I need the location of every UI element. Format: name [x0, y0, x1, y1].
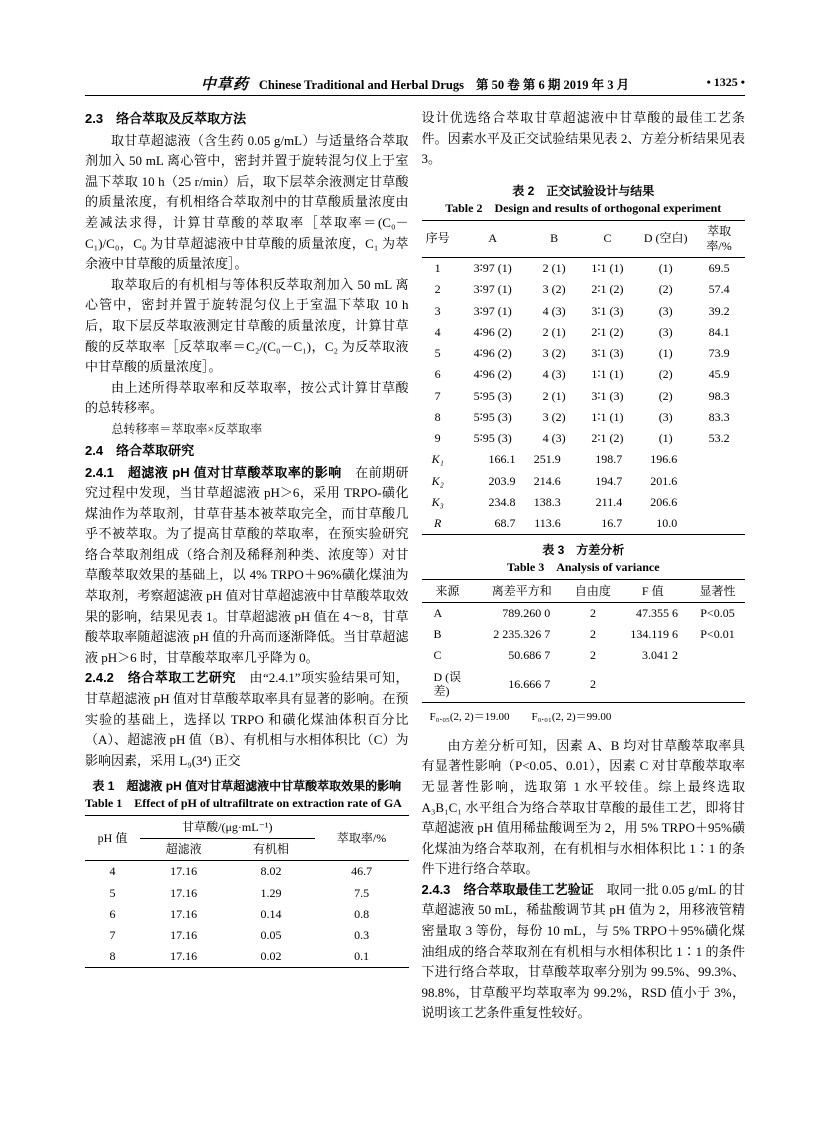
table-cell: 0.8: [354, 906, 370, 921]
table-row: [422, 385, 746, 406]
table-cell: (3): [658, 303, 673, 318]
run-in-heading-2-4-1: 2.4.1 超滤液 pH 值对甘草酸萃取率的影响: [85, 464, 342, 480]
table-cell: 0.14: [260, 906, 282, 921]
table-cell: 138.3: [533, 495, 561, 510]
table-cell: 47.355 6: [635, 605, 678, 620]
paragraph-anova-discussion: 由方差分析可知，因素 A、B 均对甘草酸萃取率具有显著性影响（P<0.05、0.01），因素 C 对甘草酸萃取率无显著性影响，选取第 1 水平较佳。综上最终选取 A₃B₁C₁ 水平组合为络合萃取甘草酸的最佳工艺，即将甘草超滤液 pH 值用稀盐酸调至为 2，用 5% TRPO＋95%磺化煤油为络合萃取剂，在有机相与水相体积比 1∶1 的条件下进行络合萃取。: [421, 737, 745, 877]
paragraph-2-4-3-text: 取同一批 0.05 g/mL 的甘草超滤液 50 mL，稀盐酸调节其 pH 值为 2，用移液管精密量取 3 等份，每份 10 mL，与 5% TRPO＋95%磺化煤油组成的络合萃取剂在有机相与水相体积比 1∶1 的条件下进行络合萃取，甘草酸萃取率分别为 99.5%、99.3%、98.8%，甘草酸平均萃取率为 99.2%，RSD 值小于 3%，说明该工艺条件重复性较好。: [421, 881, 745, 1021]
table-cell: 2∶1 (2): [591, 431, 624, 446]
page-header: [85, 73, 745, 91]
right-column: [422, 108, 746, 1024]
table2-body: [422, 257, 746, 449]
table-row: [85, 946, 409, 968]
table-cell: 0.1: [354, 949, 370, 964]
table-cell: 198.7: [595, 452, 623, 467]
table-cell: (2): [658, 367, 673, 382]
table-cell: 5∶95 (3): [473, 409, 512, 424]
table-cell: 1∶1 (1): [591, 409, 624, 424]
table-cell: 9: [434, 431, 441, 446]
table-cell: 196.6: [650, 452, 678, 467]
table-cell: 7: [109, 928, 116, 943]
table-cell: 3 (2): [542, 282, 566, 297]
table-cell: 3∶97 (1): [473, 303, 512, 318]
table-cell: [690, 645, 745, 666]
table-row: [422, 645, 746, 666]
table-header-cell: 离差平方和: [473, 580, 570, 602]
table-cell: 166.1: [488, 452, 516, 467]
table-cell: 4∶96 (2): [473, 346, 512, 361]
table-header-cell: 萃取率/%: [693, 220, 745, 257]
table1-caption-cn: 表 1 超滤液 pH 值对甘草超滤液中甘草酸萃取效果的影响: [92, 779, 402, 794]
table-cell: 206.6: [650, 495, 678, 510]
table-cell: [693, 513, 745, 535]
table-cell: 5∶95 (3): [473, 388, 512, 403]
table-cell: 4: [85, 860, 140, 882]
table-cell: 10.0: [656, 516, 678, 531]
table-cell: 17.16: [170, 906, 198, 921]
two-column-body: [85, 108, 745, 1024]
table-cell: 2: [589, 605, 596, 620]
table1-caption-en: Table 1 Effect of pH of ultrafiltrate on extraction rate of GA: [85, 796, 402, 811]
table-cell: 194.7: [595, 473, 623, 488]
table-cell: 5∶95 (3): [473, 431, 512, 446]
table-cell: 6: [109, 906, 116, 921]
table-cell: 98.3: [708, 388, 730, 403]
table-row: [422, 492, 746, 513]
table-cell: 2 235.326 7: [493, 627, 551, 642]
table-cell: (2): [658, 388, 673, 403]
table-header-cell: B: [531, 220, 576, 257]
table-cell: 4 (3): [542, 303, 566, 318]
table-cell: 6: [434, 367, 441, 382]
header-rule: [85, 95, 745, 96]
table-row: [422, 257, 746, 279]
table-cell: 4∶96 (2): [473, 367, 512, 382]
table-cell: 2∶1 (2): [591, 324, 624, 339]
table-cell: K₁: [431, 452, 444, 467]
table-header-cell: 序号: [422, 220, 454, 257]
table-cell: [693, 470, 745, 491]
table-cell: (3): [658, 409, 673, 424]
table-row: [422, 602, 746, 624]
table-cell: 1.29: [260, 885, 282, 900]
table-cell: D (误差): [433, 669, 462, 699]
table-header-cell: F 值: [616, 580, 690, 602]
table-cell: 1∶1 (1): [591, 367, 624, 382]
table-cell: 3 (2): [542, 409, 566, 424]
table-cell: 2 (1): [542, 324, 566, 339]
table-cell: (1): [658, 346, 673, 361]
table-row: [422, 580, 746, 602]
table-cell: 3: [434, 303, 441, 318]
table-cell: 201.6: [650, 473, 678, 488]
table-cell: 4∶96 (2): [473, 324, 512, 339]
paragraph-extraction-method: 取甘草超滤液（含生药 0.05 g/mL）与适量络合萃取剂加入 50 mL 离心管中，密封并置于旋转混匀仪上于室温下萃取 10 h（25 r/min）后，取下层萃余液测定甘草酸的质量浓度，有机相络合萃取剂中的甘草酸质量浓度由差减法求得，计算甘草酸的萃取率［萃取率＝(C₀－C₁)/C₀，C₀ 为甘草超滤液中甘草酸的质量浓度，C₁ 为萃余液中甘草酸的质量浓度］。: [85, 132, 409, 272]
table-row: [422, 300, 746, 321]
table-cell: 17.16: [170, 885, 198, 900]
table-cell: 3∶1 (3): [591, 346, 624, 361]
table-cell: 8.02: [227, 860, 314, 882]
table-header-cell: 有机相: [252, 842, 289, 857]
table-cell: 4 (3): [542, 431, 566, 446]
table-cell: P<0.01: [700, 627, 735, 642]
table-header-cell: 超滤液: [165, 842, 202, 857]
table-cell: (1): [658, 260, 673, 275]
journal-logo: 中草药: [200, 77, 249, 93]
table-cell: 2: [589, 627, 596, 642]
table-row: [422, 428, 746, 449]
journal-title: Chinese Traditional and Herbal Drugs: [258, 78, 464, 92]
table-cell: 8: [434, 409, 441, 424]
section-heading-2-4: 2.4 络合萃取研究: [85, 442, 195, 458]
table-cell: 789.260 0: [502, 605, 551, 620]
table-row: [422, 321, 746, 342]
table-row: [422, 666, 746, 702]
table-cell: 1∶1 (1): [591, 260, 624, 275]
table-row: [422, 407, 746, 428]
table-cell: 46.7: [315, 860, 409, 882]
paragraph-2-4-1-text: 在前期研究过程中发现，当甘草超滤液 pH＞6，采用 TRPO-磺化煤油作为萃取剂，甘草苷基本被萃取完全，而甘草酸几乎不被萃取。为了提高甘草酸的萃取率，在预实验研究络合萃取剂组成（络合剂及稀释剂种类、浓度等）对甘草酸萃取效果的基础上，以 4% TRPO＋96%磺化煤油为萃取剂，考察超滤液 pH 值对甘草超滤液中甘草酸萃取效果的影响，结果见表 1。甘草超滤液 pH 值在 4～8，甘草酸萃取率随超滤液 pH 值的升高而逐渐降低。当甘草超滤液 pH＞6 时，甘草酸萃取率几乎降为 0。: [85, 464, 409, 665]
table3-head: [422, 580, 746, 602]
table-cell: C: [433, 648, 442, 663]
table3-caption-cn: 表 3 方差分析: [542, 543, 625, 558]
table-header-cell: 自由度: [570, 580, 615, 602]
table-header-cell: pH 值: [97, 830, 128, 845]
table-cell: 4 (3): [542, 367, 566, 382]
table-cell: [693, 449, 745, 470]
table-row: [422, 279, 746, 300]
left-column: [85, 108, 409, 1024]
paragraph-continuation: 设计优选络合萃取甘草超滤液中甘草酸的最佳工艺条件。因素水平及正交试验结果见表 2、方差分析结果见表 3。: [421, 110, 745, 167]
table-cell: 234.8: [488, 495, 516, 510]
run-in-heading-2-4-3: 2.4.3 络合萃取最佳工艺验证: [421, 881, 594, 897]
table2-k-rows: [422, 449, 746, 535]
paragraph-back-extraction: 取萃取后的有机相与等体积反萃取剂加入 50 mL 离心管中，密封并置于旋转混匀仪上于室温下萃取 10 h 后，取下层反萃取液测定甘草酸的质量浓度，计算甘草酸的反萃取率［反萃取率＝C₂/(C₀－C₁)，C₂ 为反萃取液中甘草酸的质量浓度］。: [85, 276, 409, 375]
table-cell: (3): [658, 324, 673, 339]
table-cell: [690, 666, 745, 702]
section-heading-2-3: 2.3 络合萃取及反萃取方法: [85, 111, 247, 126]
table-cell: 2∶1 (2): [591, 282, 624, 297]
spacer: [422, 170, 746, 176]
table-cell: (1): [658, 431, 673, 446]
table-header-cell: 甘草酸/(μg·mL⁻¹): [140, 816, 315, 838]
table-header-cell: 来源: [422, 580, 474, 602]
table-cell: 50.686 7: [508, 648, 551, 663]
table-header-cell: 显著性: [690, 580, 745, 602]
table-cell: [693, 492, 745, 513]
table-row: [85, 925, 409, 946]
table-cell: 7: [434, 388, 441, 403]
table1: [85, 815, 409, 968]
paragraph-2-4-2-text: 由“2.4.1”项实验结果可知，甘草超滤液 pH 值对甘草酸萃取率具有显著的影响。在预实验的基础上，选择以 TRPO 和磺化煤油体积百分比（A）、超滤液 pH 值（B）、有机相与水相体积比（C）为影响因素，采用 L₉(3⁴) 正交: [85, 670, 409, 768]
table-cell: 84.1: [708, 324, 730, 339]
table-cell: (2): [658, 282, 673, 297]
table-cell: 2: [589, 648, 596, 663]
table-cell: 2 (1): [542, 388, 566, 403]
table3-caption-en: Table 3 Analysis of variance: [506, 560, 660, 575]
table-cell: 203.9: [488, 473, 516, 488]
table-cell: 17.16: [170, 928, 198, 943]
table-cell: 16.7: [601, 516, 623, 531]
table-row: [422, 513, 746, 535]
table-row: [422, 624, 746, 645]
page-number: • 1325 •: [706, 75, 745, 89]
issue-info: 第 50 卷 第 6 期 2019 年 3 月: [476, 78, 630, 92]
table-cell: 2 (1): [542, 260, 566, 275]
table-cell: 17.16: [140, 860, 227, 882]
table-cell: 45.9: [708, 367, 730, 382]
table-cell: 39.2: [708, 303, 730, 318]
table-header-cell: D (空白): [638, 220, 693, 257]
table-header-cell: 萃取率/%: [336, 830, 387, 845]
paragraph-transfer-rate: 由上述所得萃取率和反萃取率，按公式计算甘草酸的总转移率。: [85, 379, 409, 416]
table-cell: 68.7: [494, 516, 516, 531]
table-cell: 113.6: [534, 516, 561, 531]
table-row: [422, 364, 746, 385]
table-cell: 0.02: [260, 949, 282, 964]
table-cell: K₃: [431, 495, 444, 510]
formula-total-transfer-rate: 总转移率＝萃取率×反萃取率: [111, 421, 263, 436]
table-cell: 3∶97 (1): [473, 282, 512, 297]
table-cell: R: [434, 516, 442, 531]
table-cell: 16.666 7: [508, 676, 551, 691]
table-cell: 5: [434, 346, 441, 361]
table1-head: [85, 816, 409, 861]
table-cell: 134.119 6: [630, 627, 678, 642]
table-row: [85, 882, 409, 903]
table-cell: 53.2: [708, 431, 730, 446]
table-cell: 211.4: [595, 495, 623, 510]
table2-caption-en: Table 2 Design and results of orthogonal experiment: [445, 200, 722, 215]
table3-footnote: F₀.₀₅(2, 2)＝19.00 F₀.₀₁(2, 2)＝99.00: [429, 711, 612, 724]
table-cell: 3∶1 (3): [591, 303, 624, 318]
table-cell: [616, 666, 690, 702]
table-header-cell: C: [577, 220, 638, 257]
paragraph-2-4-1: [85, 463, 409, 669]
table-row: [422, 220, 746, 257]
table3-body: [422, 602, 746, 703]
table2-head: [422, 220, 746, 257]
table-cell: 69.5: [708, 260, 730, 275]
table-cell: 3.041 2: [641, 648, 678, 663]
table-cell: 17.16: [170, 949, 198, 964]
table-row: [422, 343, 746, 364]
table-cell: 251.9: [533, 452, 561, 467]
table3: [422, 579, 746, 703]
table2: [422, 220, 746, 535]
table-row: [85, 816, 409, 838]
table-cell: 214.6: [533, 473, 561, 488]
table-row: [85, 860, 409, 882]
table-cell: 2: [434, 282, 441, 297]
table-cell: 3 (2): [542, 346, 566, 361]
table-row: [85, 904, 409, 925]
table-cell: 57.4: [708, 282, 730, 297]
table-cell: 3∶97 (1): [473, 260, 512, 275]
table2-caption-cn: 表 2 正交试验设计与结果: [512, 183, 655, 198]
table-cell: 7.5: [354, 885, 370, 900]
paragraph-2-4-3: [422, 880, 746, 1024]
table-cell: 8: [109, 949, 116, 964]
table-cell: 1: [434, 260, 441, 275]
table-cell: 4: [434, 324, 441, 339]
table-cell: K₂: [431, 473, 444, 488]
table-cell: 0.3: [354, 928, 370, 943]
table-row: [422, 449, 746, 470]
table-cell: 3∶1 (3): [591, 388, 624, 403]
table-cell: 83.3: [708, 409, 730, 424]
table1-body: [85, 860, 409, 967]
table-cell: B: [433, 627, 442, 642]
run-in-heading-2-4-2: 2.4.2 络合萃取工艺研究: [85, 670, 236, 686]
table-cell: 5: [109, 885, 116, 900]
table-cell: 73.9: [708, 346, 730, 361]
table-cell: P<0.05: [700, 605, 735, 620]
table-header-cell: A: [454, 220, 532, 257]
table-cell: 0.05: [260, 928, 282, 943]
paragraph-2-4-2: [85, 668, 409, 771]
table-row: [422, 470, 746, 491]
table-cell: A: [433, 605, 443, 620]
table-cell: 2: [589, 676, 596, 691]
